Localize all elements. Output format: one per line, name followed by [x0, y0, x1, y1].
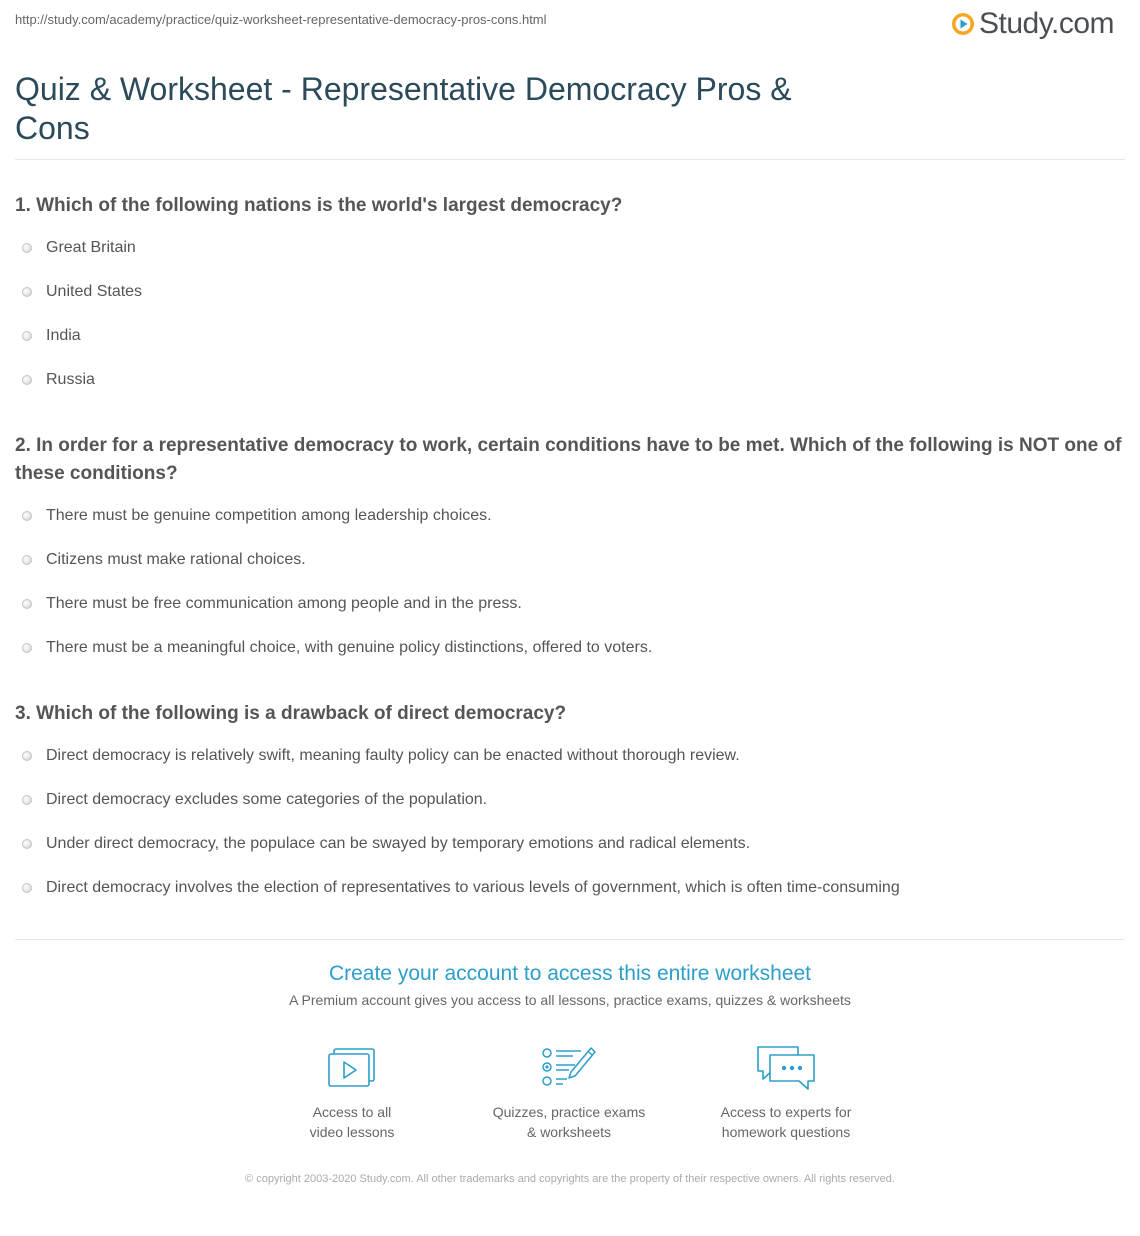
answer-option[interactable] — [22, 747, 740, 765]
play-logo-icon — [951, 12, 975, 36]
answer-label: There must be free communication among people and in the press. — [46, 595, 522, 612]
chat-bubbles-icon — [754, 1044, 818, 1092]
answer-option[interactable] — [22, 239, 136, 257]
answer-option[interactable] — [22, 283, 142, 301]
quiz-checklist-icon — [541, 1046, 597, 1090]
answer-label: There must be genuine competition among leadership choices. — [46, 507, 492, 524]
answer-label: Direct democracy involves the election of representatives to various levels of government, which is often time-consuming — [46, 879, 900, 896]
video-lessons-icon — [326, 1046, 378, 1090]
answer-option[interactable] — [22, 507, 492, 525]
answer-label: There must be a meaningful choice, with genuine policy distinctions, offered to voters. — [46, 639, 653, 656]
radio-button[interactable] — [22, 599, 32, 609]
radio-button[interactable] — [22, 795, 32, 805]
answer-option[interactable] — [22, 595, 522, 613]
radio-button[interactable] — [22, 555, 32, 565]
question-3: 3. Which of the following is a drawback of direct democracy? — [15, 703, 567, 724]
answer-label: Russia — [46, 371, 95, 388]
radio-button[interactable] — [22, 883, 32, 893]
feature-label: Access to all — [312, 1104, 392, 1120]
feature-label: Quizzes, practice exams — [492, 1104, 646, 1120]
feature-label: & worksheets — [526, 1124, 612, 1140]
answer-option[interactable] — [22, 639, 652, 657]
answer-label: United States — [46, 283, 143, 300]
logo-text: Study.com — [979, 7, 1114, 40]
answer-option[interactable] — [22, 371, 95, 389]
radio-button[interactable] — [22, 375, 32, 385]
answer-label: India — [46, 327, 81, 344]
cta-divider — [15, 939, 1125, 940]
radio-button[interactable] — [22, 839, 32, 849]
answer-option[interactable] — [22, 835, 750, 853]
answer-label: Great Britain — [46, 239, 136, 256]
radio-button[interactable] — [22, 751, 32, 761]
feature-label: video lessons — [309, 1124, 395, 1140]
page-url: http://study.com/academy/practice/quiz-worksheet-representative-democracy-pros-cons.html — [15, 12, 547, 27]
radio-button[interactable] — [22, 331, 32, 341]
cta-subtitle: A Premium account gives you access to all lessons, practice exams, quizzes & worksheets — [289, 992, 851, 1008]
radio-button[interactable] — [22, 243, 32, 253]
page-title: Quiz & Worksheet - Representative Democracy Pros & Cons — [15, 71, 792, 146]
copyright-notice: © copyright 2003-2020 Study.com. All other trademarks and copyrights are the property of their respective owners. All rights reserved. — [245, 1173, 895, 1185]
feature-video-lessons — [262, 1044, 442, 1142]
answer-option[interactable] — [22, 551, 306, 569]
feature-label: Access to experts for — [720, 1104, 852, 1120]
answer-option[interactable] — [22, 879, 900, 897]
study-logo[interactable] — [951, 7, 1114, 41]
answer-option[interactable] — [22, 327, 81, 345]
feature-quizzes — [479, 1044, 659, 1142]
radio-button[interactable] — [22, 511, 32, 521]
question-1: 1. Which of the following nations is the world's largest democracy? — [15, 195, 623, 216]
answer-label: Direct democracy excludes some categories of the population. — [46, 791, 488, 808]
title-divider — [15, 159, 1125, 160]
question-2: 2. In order for a representative democracy to work, certain conditions have to be met. Which of the following is NOT one of these conditions? — [15, 435, 1122, 484]
answer-option[interactable] — [22, 791, 487, 809]
answer-label: Under direct democracy, the populace can be swayed by temporary emotions and radical elements. — [46, 835, 751, 852]
radio-button[interactable] — [22, 643, 32, 653]
create-account-link[interactable]: Create your account to access this entire worksheet — [328, 962, 812, 985]
radio-button[interactable] — [22, 287, 32, 297]
feature-label: homework questions — [721, 1124, 851, 1140]
answer-label: Citizens must make rational choices. — [46, 551, 306, 568]
feature-experts — [696, 1044, 876, 1142]
answer-label: Direct democracy is relatively swift, meaning faulty policy can be enacted without thorough review. — [46, 747, 740, 764]
